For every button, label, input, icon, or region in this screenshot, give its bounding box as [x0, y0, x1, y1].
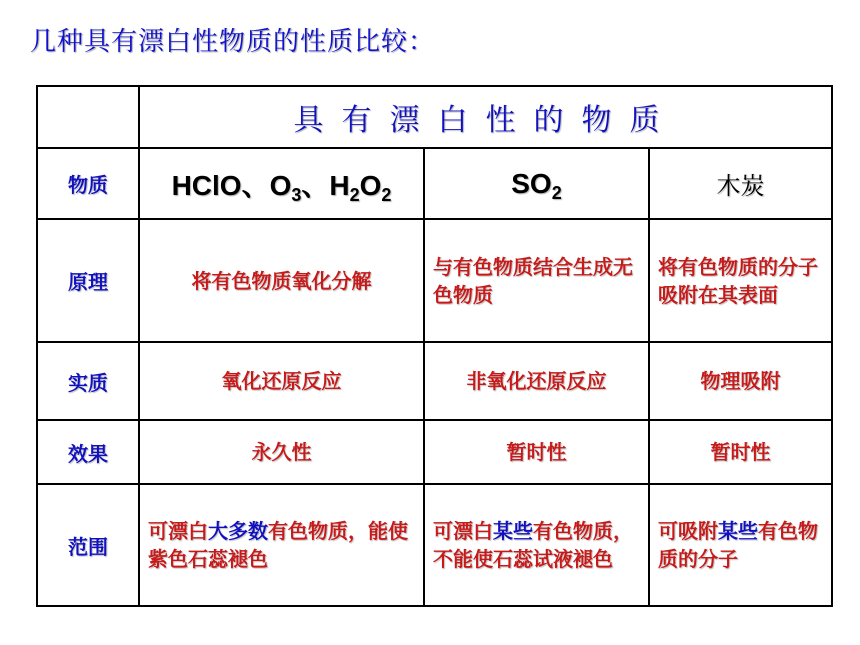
row-label-essence: 实质 — [37, 342, 139, 420]
table-row-effect — [37, 420, 832, 484]
row-label-principle: 原理 — [37, 219, 139, 342]
table-header-row — [37, 86, 832, 148]
effect-cell-2: 暂时性 — [424, 420, 649, 484]
table-row-scope — [37, 484, 832, 606]
comparison-table — [36, 85, 833, 607]
table-row-substance — [37, 148, 832, 219]
table-row-principle — [37, 219, 832, 342]
substance-hclo-o3-h2o2: HClO、$O_3$、$H_2O_2$ — [139, 148, 424, 219]
empty-corner-cell — [37, 86, 139, 148]
substance-so2: $SO_2$ — [424, 148, 649, 219]
slide-title: 几种具有漂白性物质的性质比较： — [30, 27, 436, 57]
effect-cell-3: 暂时性 — [649, 420, 832, 484]
table-header: 具有漂白性的物质 — [139, 86, 832, 148]
row-label-scope: 范围 — [37, 484, 139, 606]
effect-cell-1: 永久性 — [139, 420, 424, 484]
row-label-substance: 物质 — [37, 148, 139, 219]
essence-cell-3: 物理吸附 — [649, 342, 832, 420]
scope-cell-2: 可漂白某些有色物质，不能使石蕊试液褪色 — [424, 484, 649, 606]
table-row-essence — [37, 342, 832, 420]
scope-cell-3: 可吸附某些有色物质的分子 — [649, 484, 832, 606]
principle-cell-2: 与有色物质结合生成无色物质 — [424, 219, 649, 342]
row-label-effect: 效果 — [37, 420, 139, 484]
substance-charcoal: 木炭 — [649, 148, 832, 219]
essence-cell-2: 非氧化还原反应 — [424, 342, 649, 420]
scope-cell-1: 可漂白大多数有色物质，能使紫色石蕊褪色 — [139, 484, 424, 606]
principle-cell-3: 将有色物质的分子吸附在其表面 — [649, 219, 832, 342]
principle-cell-1: 将有色物质氧化分解 — [139, 219, 424, 342]
essence-cell-1: 氧化还原反应 — [139, 342, 424, 420]
